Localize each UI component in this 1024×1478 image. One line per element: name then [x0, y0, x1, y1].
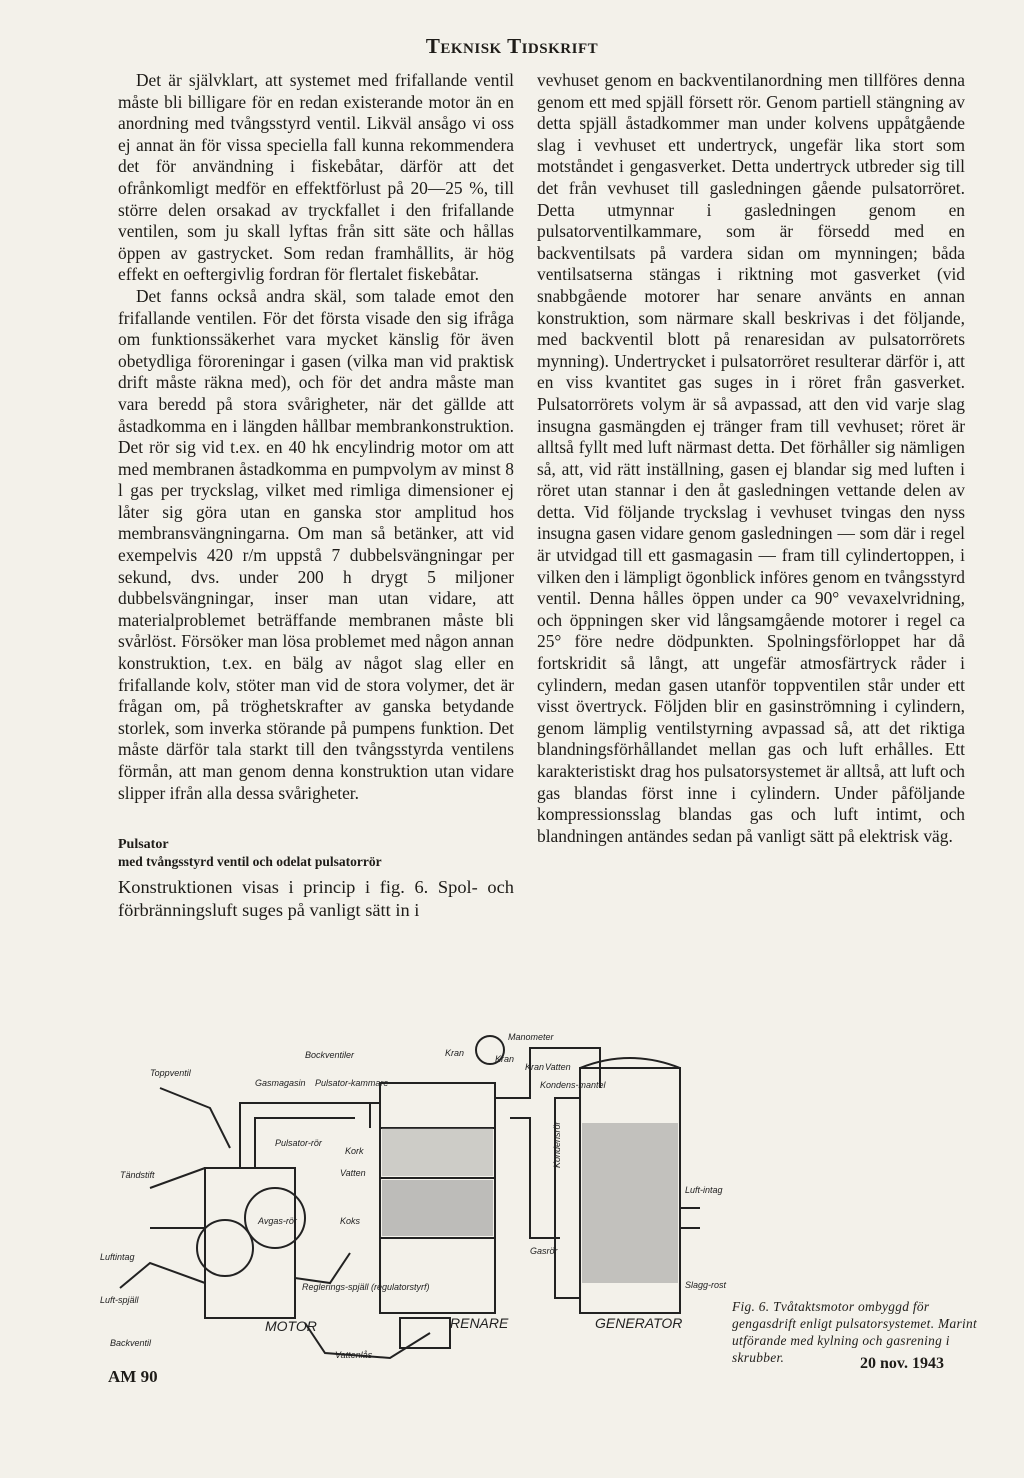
generator-top	[580, 1058, 680, 1068]
label-generator: GENERATOR	[595, 1315, 683, 1331]
label-toppventil: Toppventil	[150, 1068, 191, 1078]
label-vatten2: Vatten	[545, 1062, 571, 1072]
label-kondensror: Kondensrör	[552, 1121, 562, 1168]
page-number: AM 90	[108, 1367, 158, 1386]
label-kran3: Kran	[525, 1062, 545, 1072]
label-luftintag: Luftintag	[100, 1252, 135, 1262]
toppventil-arm	[160, 1088, 230, 1148]
label-pulsatorkammare: Pulsator-kammare	[315, 1078, 389, 1088]
section-labels	[265, 1315, 682, 1334]
label-gasmagasin: Gasmagasin	[255, 1078, 306, 1088]
label-luftintag2: Luft-intag	[685, 1185, 723, 1195]
label-vattenlas: Vattenlås	[335, 1350, 373, 1360]
figure-diagram	[90, 1028, 730, 1363]
label-reglerspjall: Reglerings-spjäll (regulatorstyrf)	[302, 1282, 430, 1292]
label-backventil: Backventil	[110, 1338, 152, 1348]
journal-title: Teknisk Tidskrift	[425, 34, 599, 58]
label-renare: RENARE	[450, 1315, 509, 1331]
label-koks: Koks	[340, 1216, 361, 1226]
label-luftspjall: Luft-spjäll	[100, 1295, 139, 1305]
label-avgasror: Avgas-rör	[258, 1216, 297, 1226]
label-gasror: Gasrör	[530, 1246, 558, 1256]
section-subheading	[118, 836, 514, 870]
gas-line	[240, 1103, 370, 1168]
paragraph: Det fanns också andra skäl, som talade emot den frifallande ventilen. För det första visade den sig ifråga om funktionssäkerhet vara mycket känslig för även obetydliga föroreningar i gasen (vilka man vid praktisk drift måste räkna med), och för det andra måste man vara beredd på stora svårigheter, när det gällde att åstadkomma en i längden hållbar membrankonstruktion. Det rör sig vid t.ex. en 40 hk encylindrig motor om att med membranen åstadkomma en pumpvolym av minst 8 l gas per tryckslag, vilket med rimliga dimensioner ej låter sig göra utan en ganska stor amplitud hos membransvängningarna. Om man så betänker, att vid exempelvis 420 r/m uppstå 7 dubbelsvängningar per sekund, dvs. under 200 h drygt 5 miljoner dubbelsvängningar, inser man utan vidare, att materialproblemet beträffande membranen måste bli svårlöst. Försöker man lösa problemet med någon annan konstruktion, t.ex. en bälg av något slag eller en frifallande kolv, stöter man vid de stora volymer, det är frågan om, på tröghetskrafter av ganska betydande storlek, som inverka störande på pumpens funktion. Det måste därför tala starkt till den tvångsstyrda ventilens förmån, att man genom denna konstruktion utan vidare slipper ifrån alla dessa svårigheter.	[118, 285, 514, 803]
label-kondensmantel: Kondens-mantel	[540, 1080, 606, 1090]
label-kran2: Kran	[495, 1054, 515, 1064]
luftintag-pipe	[120, 1263, 205, 1288]
issue-date: 20 nov. 1943	[860, 1355, 945, 1372]
label-pulsatorror: Pulsator-rör	[275, 1138, 322, 1148]
label-kork: Kork	[345, 1146, 364, 1156]
figure-caption: Fig. 6. Tvåtaktsmotor ombyggd för gengasdrift enligt pulsatorsystemet. Marint utförande med kylning och gasrening i skrubber.	[732, 1299, 977, 1365]
subheading-subtitle: med tvångsstyrd ventil och odelat pulsatorrör	[118, 854, 382, 870]
spark-lever	[150, 1168, 205, 1228]
paragraph: Konstruktionen visas i princip i fig. 6. Spol- och förbränningsluft suges på vanligt sätt in i	[118, 877, 514, 921]
left-column	[118, 70, 514, 922]
luftintag2-pipe	[680, 1208, 700, 1228]
label-motor: MOTOR	[265, 1318, 317, 1334]
label-manometer: Manometer	[508, 1032, 554, 1042]
engine-schematic	[90, 1028, 730, 1363]
label-vatten1: Vatten	[340, 1168, 366, 1178]
paragraph: vevhuset genom en backventilanordning men tillföres denna genom ett med spjäll försett rör. Genom partiell stängning av detta spjäll åstadkommer man under kolvens uppåtgående slag i vevhuset ett undertryck, ungefär lika stort som motståndet i gengasverket. Detta undertryck utbreder sig till det från vevhuset till gasledningen gående pulsatorröret. Detta utmynnar i gasledningen genom en pulsatorventilkammare, som är försedd med en backventilsats på vardera sidan om mynningen; båda ventilsatserna stängas i riktning mot gasverket (vid snabbgående motorer har senare använts en annan konstruktion, som närmare skall beskrivas i det följande, med backventil blott på renaresidan av pulsatorrörets mynning). Undertrycket i pulsatorröret resulterar därför i, att en viss kvantitet gas suges in i röret från gasverket. Pulsatorrörets volym är så avpassad, att den vid varje slag insugna gasmängden ej tränger fram till vevhuset; röret är alltså fyllt med luft närmast detta. Det förhåller sig nämligen så, att, vid rätt inställning, gasen ej blandar sig med luften i röret utan stannar i den åt gasledningen vettande delen av detta. Vid följande tryckslag i vevhuset tvingas den nyss insugna gasen vidare genom gasledningen — som där i regel är utvidgad till ett gasmagasin — fram till cylindertoppen, i vilken den i lämpligt ögonblick införes genom en tvångsstyrd ventil. Denna hålles öppen under ca 90° vevaxelvridning, och öppningen sker vid långsamgående motorer i regel ca 25° före nedre dödpunkten. Spolningsförloppet har då fortskridit så långt, att ungefär atmosfärtryck råder i cylindern, medan gasen utanför toppventilen står under ett visst övertryck. Följden blir en gasinströmning i cylindern, genom lämplig ventilstyrning avpassad så, att det riktiga blandningsförhållandet mellan gas och luft erhålles. Ett karakteristiskt drag hos pulsatorsystemet är alltså, att luft och gas blandas först inne i cylindern. Under påföljande kompressionsslag blandas gas och luft intimt, och blandningen antändes sedan på vanligt sätt på elektrisk väg.	[537, 70, 965, 846]
paragraph: Det är självklart, att systemet med frifallande ventil måste bli billigare för en redan existerande motor än en anordning med tvångsstyrd ventil. Likväl ansågo vi oss ej annat än för vissa speciella fall kunna rekommendera det för användning i fiskebåtar, därför att det ofrånkomligt medför en effektförlust på 20—25 %, till större delen orsakad av tryckfallet i den frifallande ventilen, som ju skall lyftas från sitt säte och hållas öppen av gastrycket. Som redan framhållits, är hög effekt en oeftergivlig fordran för flertalet fiskebåtar.	[118, 70, 514, 285]
label-kran1: Kran	[445, 1048, 465, 1058]
regulator-pipe	[295, 1253, 350, 1283]
label-backventiler: Bockventiler	[305, 1050, 355, 1060]
right-column	[537, 70, 965, 847]
vattenlas-box	[400, 1318, 450, 1348]
motor-cylinder	[205, 1168, 295, 1318]
label-slaggrost: Slagg-rost	[685, 1280, 727, 1290]
subheading-title: Pulsator	[118, 837, 169, 853]
label-tandstift: Tändstift	[120, 1170, 155, 1180]
